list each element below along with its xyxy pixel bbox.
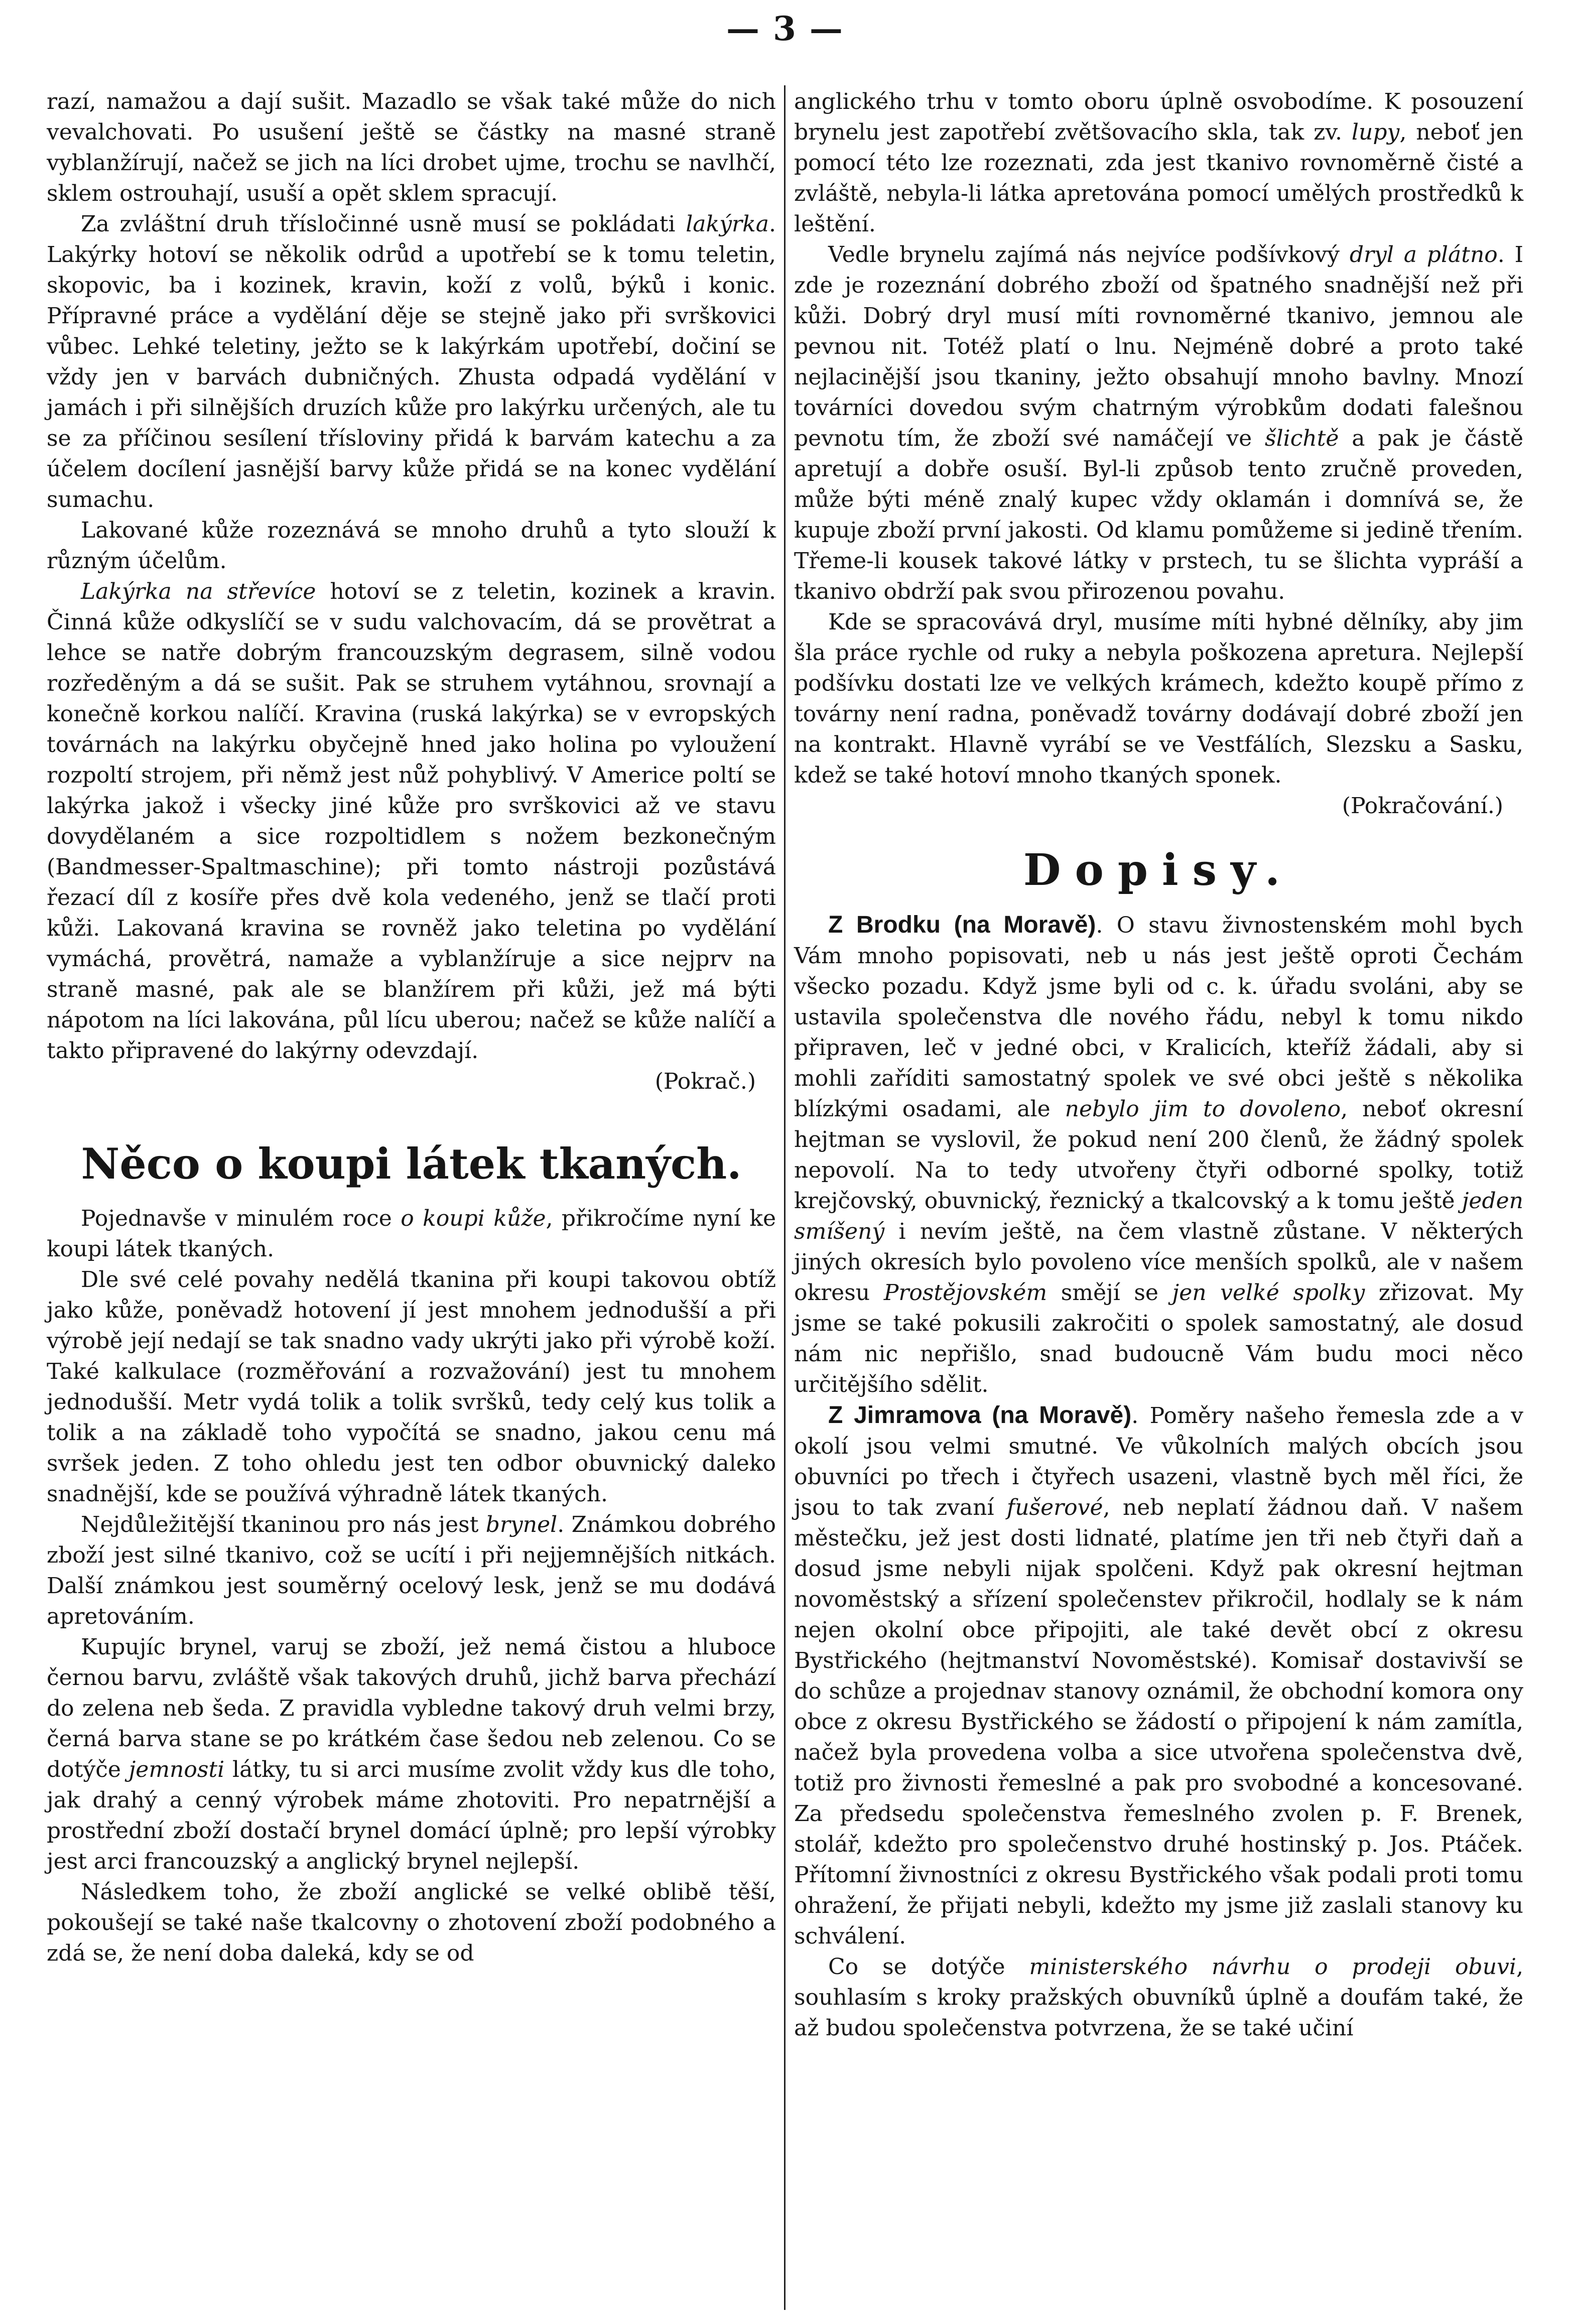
- right-column: [794, 86, 1523, 2043]
- section-heading: Dopisy.: [1023, 845, 1294, 895]
- paragraph: Pojednavše v minulém roce o koupi kůže, přikročíme nyní ke koupi látek tkaných.: [47, 1206, 776, 1262]
- left-column: [47, 86, 776, 1969]
- paragraph: Za zvláštní druh třísločinné usně musí se pokládati lakýrka. Lakýrky hotoví se několik odrůd a upotřebí se k tomu teletin, skopovic, ba i kozinek, kravin, koží z volů, býků i konic. Přípravné práce a vydělání děje se stejně jako při svrškovici vůbec. Lehké teletiny, ježto se k lakýrkám upotřebí, dočiní se vždy jen v barvách dubničných. Zhusta odpadá vydělání v jamách i při silnějších druzích kůže pro lakýrku určených, ale tu se za příčinou sesílení třísloviny přidá k barvám katechu a za účelem docílení jasnější barvy kůže přidá se na konec vydělání sumachu.: [47, 211, 776, 512]
- continued-mark: (Pokrač.): [655, 1069, 756, 1094]
- paragraph: Lakýrka na střevíce hotoví se z teletin, kozinek a kravin. Činná kůže odkyslíčí se v sudu valchovacím, dá se provětrat a lehce se natře dobrým francouzským degrasem, silně vodou rozředěným a dá se sušit. Pak se struhem vytáhnou, srovnají a konečně korkou nalíčí. Kravina (ruská lakýrka) se v evropských továrnách na lakýrku obyčejně hned jako holina po vyloužení rozpoltí strojem, při němž jest nůž pohyblivý. V Americe poltí se lakýrka jakož i všecky jiné kůže pro svrškovici až ve stavu dovydělaném a sice rozpoltidlem s nožem bezkonečným (Bandmesser-Spaltmaschine); při tomto nástroji pozůstává řezací díl z kosíře přes dvě kola vedeného, jenž se tlačí proti kůži. Lakovaná kravina se rovněž jako teletina po vydělání vymáchá, provětrá, namaže a vyblanžíruje a sice nejprv na straně masné, pak ale se blanžírem při kůži, jež má býti nápotom na líci lakována, půl lícu uberou; načež se kůže nalíčí a takto připravené do lakýrny odevzdají.: [47, 579, 776, 1064]
- page-number: — 3 —: [726, 9, 844, 48]
- letter-place: Z Jimramova (na Moravě): [828, 1402, 1132, 1429]
- paragraph: Lakované kůže rozeznává se mnoho druhů a tyto slouží k různým účelům.: [47, 518, 776, 574]
- article-heading: Něco o koupi látek tkaných.: [81, 1139, 742, 1189]
- column-divider: [784, 85, 786, 2310]
- continued-mark: (Pokračování.): [1342, 793, 1503, 819]
- paragraph: Co se dotýče ministerského návrhu o prodeji obuvi, souhlasím s kroky pražských obuvníků úplně a doufám také, že až budou společenstva potvrzena, že se také učiní: [794, 1954, 1523, 2041]
- paragraph: Kde se spracovává dryl, musíme míti hybné dělníky, aby jim šla práce rychle od ruky a nebyla poškozena apretura. Nejlepší podšívku dostati lze ve velkých krámech, kdežto koupě přímo z továrny není radna, poněvadž továrny dodávají dobré zboží jen na kontrakt. Hlavně vyrábí se ve Vestfálích, Slezsku a Sasku, kdež se také hotoví mnoho tkaných sponek.: [794, 609, 1523, 788]
- paragraph: Nejdůležitější tkaninou pro nás jest brynel. Známkou dobrého zboží jest silné tkanivo, což se ucítí i při nejjemnějších nitkách. Další známkou jest souměrný ocelový lesk, jenž se mu dodává apretováním.: [47, 1512, 776, 1629]
- paragraph: Kupujíc brynel, varuj se zboží, jež nemá čistou a hluboce černou barvu, zvláště však takových druhů, jichž barva přechází do zelena neb šeda. Z pravidla vybledne takový druh velmi brzy, černá barva stane se po krátkém čase šedou neb zelenou. Co se dotýče jemnosti látky, tu si arci musíme zvolit vždy kus dle toho, jak drahý a cenný výrobek máme zhotoviti. Pro nepatrnější a prostřední zboží dostačí brynel domácí úplně; pro lepší výrobky jest arci francouzský a anglický brynel nejlepší.: [47, 1634, 776, 1874]
- letter-paragraph: Z Brodku (na Moravě). O stavu živnostenském mohl bych Vám mnoho popisovati, neb u nás jest ještě oproti Čechám všecko pozadu. Když jsme byli od c. k. úřadu svoláni, aby se ustavila společenstva dle nového řádu, nebyl k tomu nikdo připraven, leč v jedné obci, v Kralicích, kteříž žádali, aby si mohli zaříditi samostatný spolek ve své obci ještě s několika blízkými osadami, ale nebylo jim to dovoleno, neboť okresní hejtman se vyslovil, že pokud není 200 členů, že žádný spolek nepovolí. Na to tedy utvořeny čtyři odborné spolky, totiž krejčovský, obuvnický, řeznický a tkalcovský a k tomu ještě jeden smíšený i nevím ještě, na čem vlastně zůstane. V některých jiných okresích bylo povoleno více menších spolků, ale v našem okresu Prostějovském smějí se jen velké spolky zřizovat. My jsme se také pokusili zakročiti o spolek samostatný, ale dosud nám nic nepřišlo, snad budoucně Vám budu moci něco určitějšího sdělit.: [794, 912, 1524, 1397]
- paragraph: Následkem toho, že zboží anglické se velké oblibě těší, pokoušejí se také naše tkalcovny o zhotovení zboží podobného a zdá se, že není doba daleká, kdy se od: [47, 1879, 776, 1966]
- paragraph: Vedle brynelu zajímá nás nejvíce podšívkový dryl a plátno. I zde je rozeznání dobrého zboží od špatného snadnější než při kůži. Dobrý dryl musí míti rovnoměrné tkanivo, jemnou ale pevnou nit. Totéž platí o lnu. Nejméně dobré a proto také nejlacinější jsou tkaniny, ježto obsahují mnoho bavlny. Mnozí továrníci dovedou svým chatrným výrobkům dodati falešnou pevnotu tím, že zboží své namáčejí ve šlichtě a pak je částě apretují a dobře osuší. Byl-li způsob tento zručně proveden, může býti méně znalý kupec vždy oklamán i domnívá se, že kupuje zboží první jakosti. Od klamu pomůžeme si jedině třením. Třeme-li kousek takové látky v prstech, tu se šlichta vypráší a tkanivo obdrží pak svou přirozenou povahu.: [794, 242, 1523, 604]
- paragraph: anglického trhu v tomto oboru úplně osvobodíme. K posouzení brynelu jest zapotřebí zvětšovacího skla, tak zv. lupy, neboť jen pomocí této lze rozeznati, zda jest tkanivo rovnoměrně čisté a zvláště, nebyla-li látka apretována pomocí umělých prostředků k leštění.: [794, 89, 1523, 237]
- letter-place: Z Brodku (na Moravě): [828, 912, 1096, 938]
- paragraph: razí, namažou a dají sušit. Mazadlo se však také může do nich vevalchovati. Po usušení ještě se částky na masné straně vyblanžírují, načež se jich na líci drobet ujme, trochu se navlhčí, sklem ostrouhají, usuší a opět sklem spracují.: [47, 89, 776, 206]
- letter-paragraph: Z Jimramova (na Moravě). Poměry našeho řemesla zde a v okolí jsou velmi smutné. Ve vůkolních malých obcích jsou obuvníci po třech i čtyřech usazeni, vlastně bych měl říci, že jsou to tak zvaní fušerové, neb neplatí žádnou daň. V našem městečku, jež jest dosti lidnaté, platíme jen tři neb čtyři daň a dosud jsme nebyli nijak spolčeni. Když pak okresní hejtman novoměstský a sřízení společenstev přikročil, hodlaly se k nám nejen okolní obce připojiti, ale také devět obcí z okresu Bystřického (hejtmanství Novoměstské). Komisař dostavivší se do schůze a projednav stanovy oznámil, že obchodní komora ony obce z okresu Bystřického se žádostí o připojení k nám zamítla, načež byla provedena volba a sice utvořena společenstva dvě, totiž pro živnosti řemeslné a pak pro svobodné a koncesované. Za předsedu společenstva řemeslného zvolen p. F. Brenek, stolář, kdežto pro společenstvo druhé hostinský p. Jos. Ptáček. Přítomní živnostníci z okresu Bystřického však podali proti tomu ohražení, že přijati nebyli, kdežto my jsme již zaslali stanovy ku schválení.: [794, 1402, 1523, 1949]
- paragraph: Dle své celé povahy nedělá tkanina při koupi takovou obtíž jako kůže, poněvadž hotovení jí jest mnohem jednodušší a při výrobě její nedají se tak snadno vady ukrýti jako při výrobě koží. Také kalkulace (rozměřování a rozvažování) jest tu mnohem jednodušší. Metr vydá tolik a tolik svršků, tedy celý kus tolik a tolik a na základě toho vypočítá se snadno, jakou cenu má svršek jeden. Z toho ohledu jest ten odbor obuvnický daleko snadnější, kde se používá výhradně látek tkaných.: [47, 1267, 776, 1507]
